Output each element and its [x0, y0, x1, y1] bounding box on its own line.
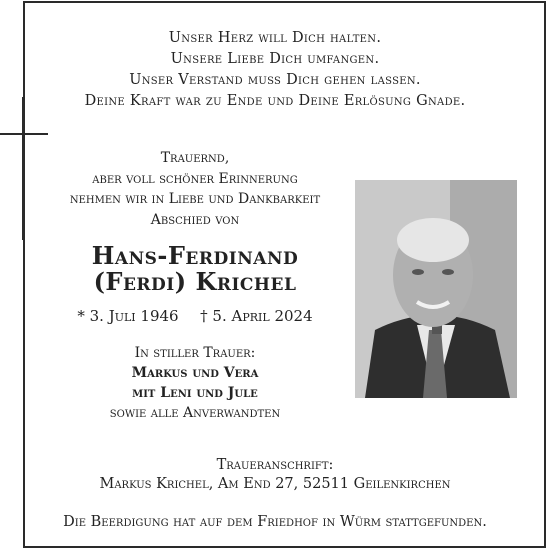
poem-line: Unsere Liebe Dich umfangen.: [170, 51, 380, 67]
poem-line: Unser Verstand muss Dich gehen lassen.: [129, 72, 421, 88]
intro-line: aber voll schöner Erinnerung: [92, 170, 298, 187]
death-date: † 5. April 2024: [200, 307, 313, 325]
cross-horizontal-bar: [0, 133, 48, 135]
address-value: Markus Krichel, Am End 27, 52511 Geilenkirchen: [99, 476, 451, 492]
name-line-2: (Ferdi) Krichel: [93, 267, 297, 296]
intro-line: nehmen wir in Liebe und Dankbarkeit: [69, 191, 321, 207]
portrait-illustration: [355, 180, 517, 398]
poem-line: Deine Kraft war zu Ende und Deine Erlösung Gnade.: [84, 93, 466, 109]
mourners-line: Markus und Vera: [131, 365, 259, 381]
address-label: Traueranschrift:: [216, 457, 334, 473]
deceased-name: [40, 243, 350, 295]
mourners-line: mit Leni und Jule: [132, 385, 258, 401]
mourners-block: [40, 343, 350, 423]
name-line-1: Hans-Ferdinand: [91, 241, 299, 270]
poem-line: Unser Herz will Dich halten.: [168, 30, 382, 46]
cross-vertical-bar: [22, 97, 24, 240]
birth-date: * 3. Juli 1946: [77, 307, 179, 325]
intro-text: [40, 148, 350, 230]
mourners-line: sowie alle Anverwandten: [109, 405, 281, 421]
life-dates: [40, 307, 350, 325]
intro-line: Abschied von: [150, 211, 240, 228]
funeral-note: Die Beerdigung hat auf dem Friedhof in Würm stattgefunden.: [63, 514, 487, 530]
intro-line: Trauernd,: [160, 150, 230, 166]
mourners-heading: In stiller Trauer:: [134, 345, 256, 361]
portrait-photo: [355, 180, 517, 398]
